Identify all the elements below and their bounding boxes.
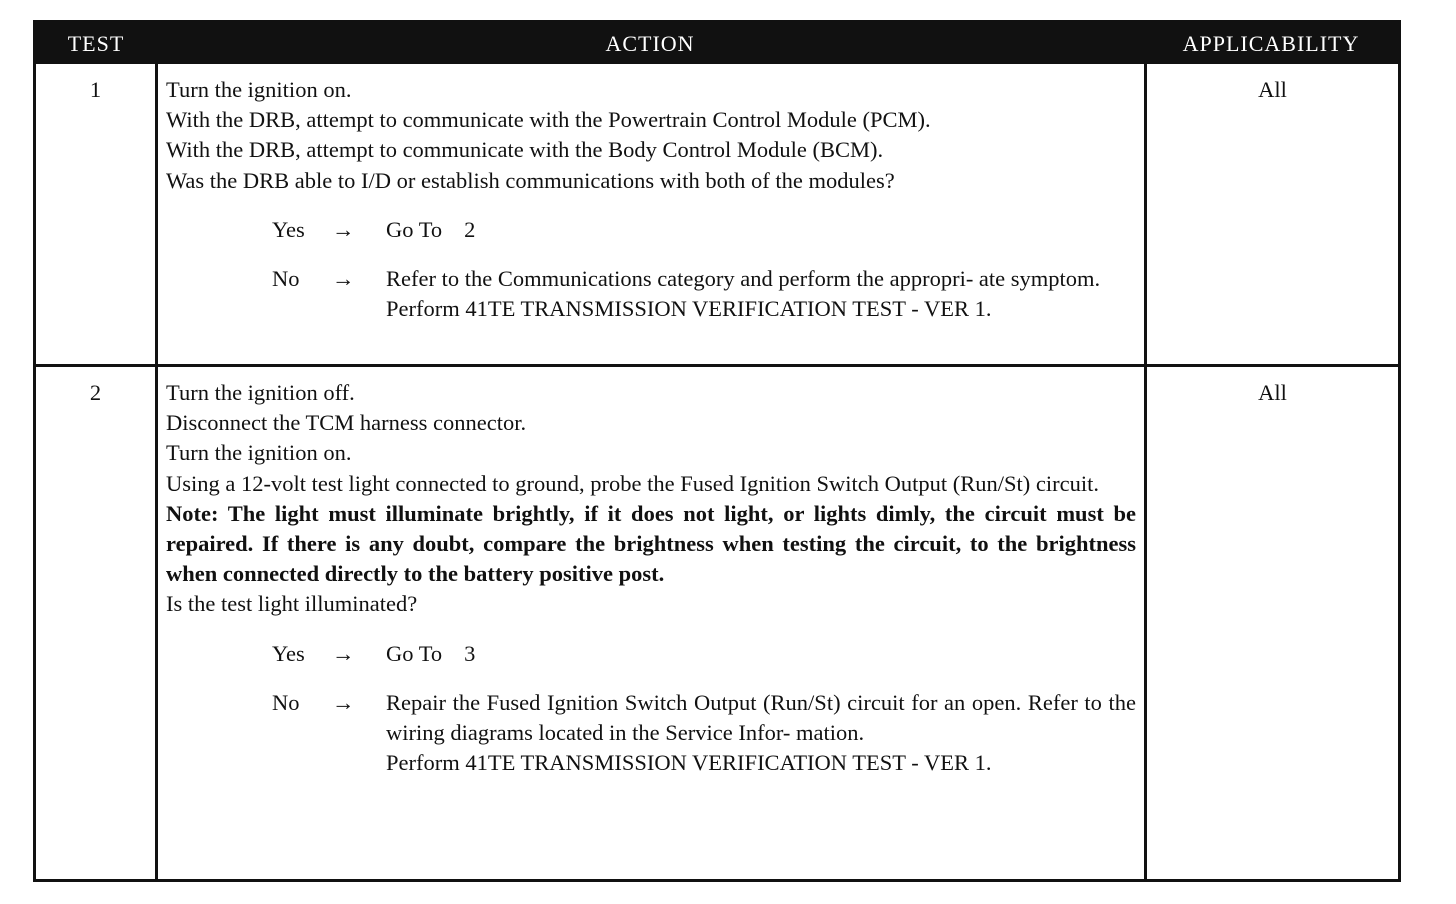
goto-target: 2 xyxy=(464,216,476,242)
right-arrow-icon: → xyxy=(332,640,355,666)
goto-target: 3 xyxy=(464,640,476,666)
table-row xyxy=(36,364,1398,879)
action-step: Turn the ignition on. xyxy=(166,440,352,466)
action-question: Was the DRB able to I/D or establish communications with both of the modules? xyxy=(166,167,895,193)
test-number: 1 xyxy=(36,64,158,364)
yes-label: Yes xyxy=(272,640,305,666)
header-action: ACTION xyxy=(605,30,695,56)
action-step: Using a 12-volt test light connected to ground, probe the Fused Ignition Switch Output (Run/St) circuit. xyxy=(166,470,1100,496)
action-step: Turn the ignition on. xyxy=(166,77,352,102)
action-cell xyxy=(158,367,1147,879)
action-question: Is the test light illuminated? xyxy=(166,591,418,617)
no-label: No xyxy=(272,266,300,292)
action-step: Turn the ignition off. xyxy=(166,380,355,405)
no-label: No xyxy=(272,689,300,715)
table-header xyxy=(36,23,1398,64)
applicability-value: All xyxy=(1258,77,1287,102)
right-arrow-icon: → xyxy=(332,216,355,242)
verification-instruction: Perform 41TE TRANSMISSION VERIFICATION TEST - VER 1. xyxy=(386,750,992,776)
header-applicability: APPLICABILITY xyxy=(1182,30,1360,56)
no-instruction: Refer to the Communications category and perform the appropri- ate symptom. xyxy=(386,266,1101,292)
right-arrow-icon: → xyxy=(332,689,355,715)
action-cell xyxy=(158,64,1147,364)
table-row xyxy=(36,64,1398,364)
action-step: Disconnect the TCM harness connector. xyxy=(166,410,527,436)
no-instruction: Repair the Fused Ignition Switch Output (Run/St) circuit for an open. Refer to the wiring diagrams located in the Service Infor- mation. xyxy=(386,689,1136,746)
applicability-value: All xyxy=(1258,380,1287,405)
yes-branch xyxy=(272,639,1136,669)
test-number: 2 xyxy=(36,367,158,879)
verification-instruction: Perform 41TE TRANSMISSION VERIFICATION TEST - VER 1. xyxy=(386,296,992,322)
right-arrow-icon: → xyxy=(332,266,355,292)
action-step: With the DRB, attempt to communicate with the Powertrain Control Module (PCM). xyxy=(166,107,931,133)
diagnostic-table xyxy=(33,20,1401,882)
goto-label: Go To xyxy=(386,216,443,242)
no-branch xyxy=(272,264,1136,324)
no-branch xyxy=(272,688,1136,779)
yes-branch xyxy=(272,215,1136,245)
header-test: TEST xyxy=(67,30,125,56)
yes-label: Yes xyxy=(272,216,305,242)
goto-label: Go To xyxy=(386,640,443,666)
note-text: Note: The light must illuminate brightly, if it does not light, or lights dimly, the circuit must be repaired. If there is any doubt, compare the brightness when testing the circuit, to the brightness when connected directly to the battery positive post. xyxy=(166,500,1136,587)
action-step: With the DRB, attempt to communicate with the Body Control Module (BCM). xyxy=(166,137,884,163)
